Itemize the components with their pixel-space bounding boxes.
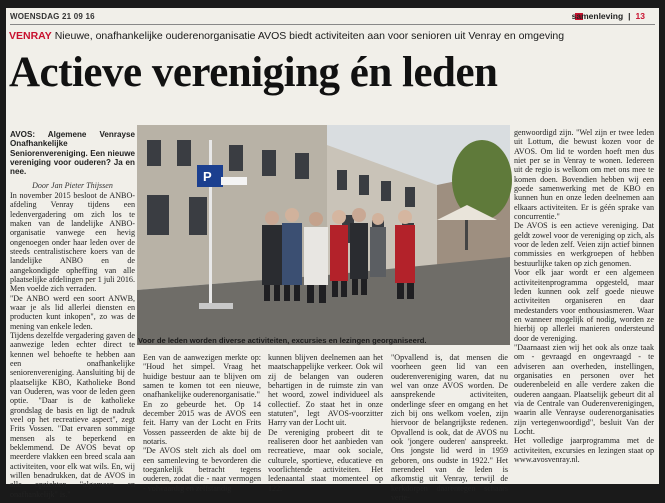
kicker bbox=[9, 30, 655, 42]
kicker-place: VENRAY bbox=[9, 30, 52, 42]
paragraph: "Opvallend is, dat mensen die voorheen geen lid van een ouderenvereniging waren, dat nu wel van onze AVOS worden. De aansprekende activiteiten, onderlinge sfeer en omgang en het zich bij ons welkom voelen, zijn hiervoor de belangrijkste redenen. Opvallend is ook, dat de AVOS nu ook 'jongere ouderen' aanspreekt. Ons jongste lid werd in 1959 geboren, ons oudste in 1922." Het merendeel van de leden is afkomstig uit Venray, terwijl de kerkdorpen daarentegen schaars verte- bbox=[391, 353, 508, 503]
paragraph: De vereniging probeert dit te realiseren door het aanbieden van recreatieve, maar ook sociale, culturele, sportieve, educatieve en voorlichtende activiteiten. Het ledenaantal staat momenteel op 122. bbox=[268, 427, 383, 493]
paragraph: Tijdens dezelfde vergadering gaven de aanwezige leden echter direct te kennen wel behoefte te hebben aan een onafhankelijke seniorenvereniging. Aansluiting bij de plaatselijke KBO, Katholieke Bond van Ouderen, was voor de leden geen optie. "Daar is de katholieke grondslag de basis en ligt de nadruk veel op het recreatieve aspect", zegt Frits Vossen. "Dat ervaren sommige mensen als te beperkend en beklemmend. De AVOS bevat op meerdere vlakken een breed scala aan activiteiten, voor elk wat wils. En, wij willen benadrukken, dat de AVOS in alle opzichten "algemeen en onafhankelijk" is." bbox=[10, 330, 135, 499]
section-header bbox=[572, 11, 645, 21]
parking-sign-letter: P bbox=[203, 169, 212, 184]
article-column-2 bbox=[143, 353, 261, 493]
paragraph: "Daarnaast zien wij het ook als onze taak om - gevraagd en ongevraagd - te adviseren aan overheden, instellingen, organisaties en personen over het ouderenbeleid en alle verdere zaken die ouderen aangaan. Plaatselijk gebeurt dit al via de Centrale van Ouderenverenigingen, waarin alle Venrayse ouderenorganisaties zijn vertegenwoordigd", besluit Van der Locht. bbox=[514, 342, 654, 436]
paragraph: kunnen blijven deelnemen aan het maatschappelijke verkeer. Ook wil zij de belangen van ouderen behartigen in de ruimste zin van het woord, zowel individueel als collectief. Zo staat het in onze statuten", legt AVOS-voorzitter Harry van der Locht uit. bbox=[268, 353, 383, 428]
paragraph: "De AVOS stelt zich als doel om een samenleving te bevorderen die toegankelijk betracht tegens ouderen, zodat die - naar vermogen - volwaardig en zelfstandig bbox=[143, 446, 261, 493]
article-column-1 bbox=[10, 130, 135, 499]
sign-base bbox=[199, 303, 233, 309]
article-column-3 bbox=[268, 353, 383, 493]
photo-caption: Voor de leden worden diverse activiteiten, excursies en lezingen georganiseerd. bbox=[138, 336, 427, 345]
paragraph: In november 2015 besloot de ANBO-afdeling Venray tijdens een ledenvergadering om zich los te maken van de landelijke ANBO-organisatie vanwege een hevig ongenoegen onder haar leden over de steeds centralistischere koers van de landelijke ANBO en de aangekondigde opheffing van alle plaatselijke afdelingen per 1 juli 2016. Men voelde zich verraden. bbox=[10, 190, 135, 294]
newspaper-page bbox=[6, 8, 659, 503]
byline: Door Jan Pieter Thijssen bbox=[32, 181, 113, 191]
street-sign bbox=[221, 177, 247, 185]
kicker-text: Nieuwe, onafhankelijke ouderenorganisatie AVOS biedt activiteiten aan voor senioren uit Venray en omgeving bbox=[54, 30, 565, 42]
paragraph: Voor elk jaar wordt er een algemeen activiteitenprogramma opgesteld, maar leden kunnen ook zelf goede nieuwe activiteiten organiseren en daar medestanders voor enthousiasmeren. Waar en wanneer mogelijk of nodig, worden ze hierbij op allerlei manieren ondersteund door de vereniging. bbox=[514, 268, 654, 343]
section-name: samenleving bbox=[571, 11, 624, 21]
page-number: 13 bbox=[635, 11, 645, 21]
article-photo bbox=[137, 125, 510, 345]
intro-paragraph: AVOS: Algemene Venrayse Onafhankelijke Seniorenvereniging. Een nieuwe vereniging voor ouderen? Ja en nee. bbox=[10, 130, 135, 177]
group-photo bbox=[137, 125, 510, 345]
signpost bbox=[209, 140, 212, 305]
issue-date: WOENSDAG 21 09 16 bbox=[10, 12, 95, 21]
article-column-4 bbox=[391, 353, 508, 503]
article-column-5 bbox=[514, 128, 654, 464]
paragraph: Een van de aanwezigen merkte op: "Houd het simpel. Vraag het huidige bestuur aan te blijven om samen te komen tot een nieuwe, onafhankelijke ouderenorganisatie." bbox=[143, 353, 261, 400]
headline: Actieve vereniging én leden bbox=[9, 49, 498, 96]
paragraph: genwoordigd zijn. "Wel zijn er twee leden uit Lottum, die bewust kozen voor de AVOS. Om lid te worden hoeft men dus niet per se in Venray te wonen. Iedereen uit de regio is welkom om met ons mee te komen doen. Bovendien hebben wij een goede samenwerking met de KBO en kunnen hun en onze leden deelnemen aan elkaars activiteiten. Er is géén sprake van concurrentie." bbox=[514, 128, 654, 222]
paragraph: Het volledige jaarprogramma met de activiteiten, excursies en lezingen staat op www.avosvenray.nl. bbox=[514, 436, 654, 465]
paragraph: De AVOS is een actieve vereniging. Dat geldt zowel voor de vereniging op zich, als voor de leden zelf. Veien zijn actief binnen commissies en werkgroepen of hebben bestuurlijke taken op zich genomen. bbox=[514, 221, 654, 268]
page-separator: | bbox=[628, 11, 631, 21]
header-rule bbox=[10, 24, 655, 25]
paragraph: En zo gebeurde het. Op 14 december 2015 was de AVOS een feit. Harry van der Locht en Frits Vossen passeerden de akte bij de notaris. bbox=[143, 399, 261, 447]
paragraph: "De ANBO werd een soort ANWB, waar je als lid allerlei diensten en producten kunt inkopen", zo was de mening van enkele leden. bbox=[10, 293, 135, 331]
